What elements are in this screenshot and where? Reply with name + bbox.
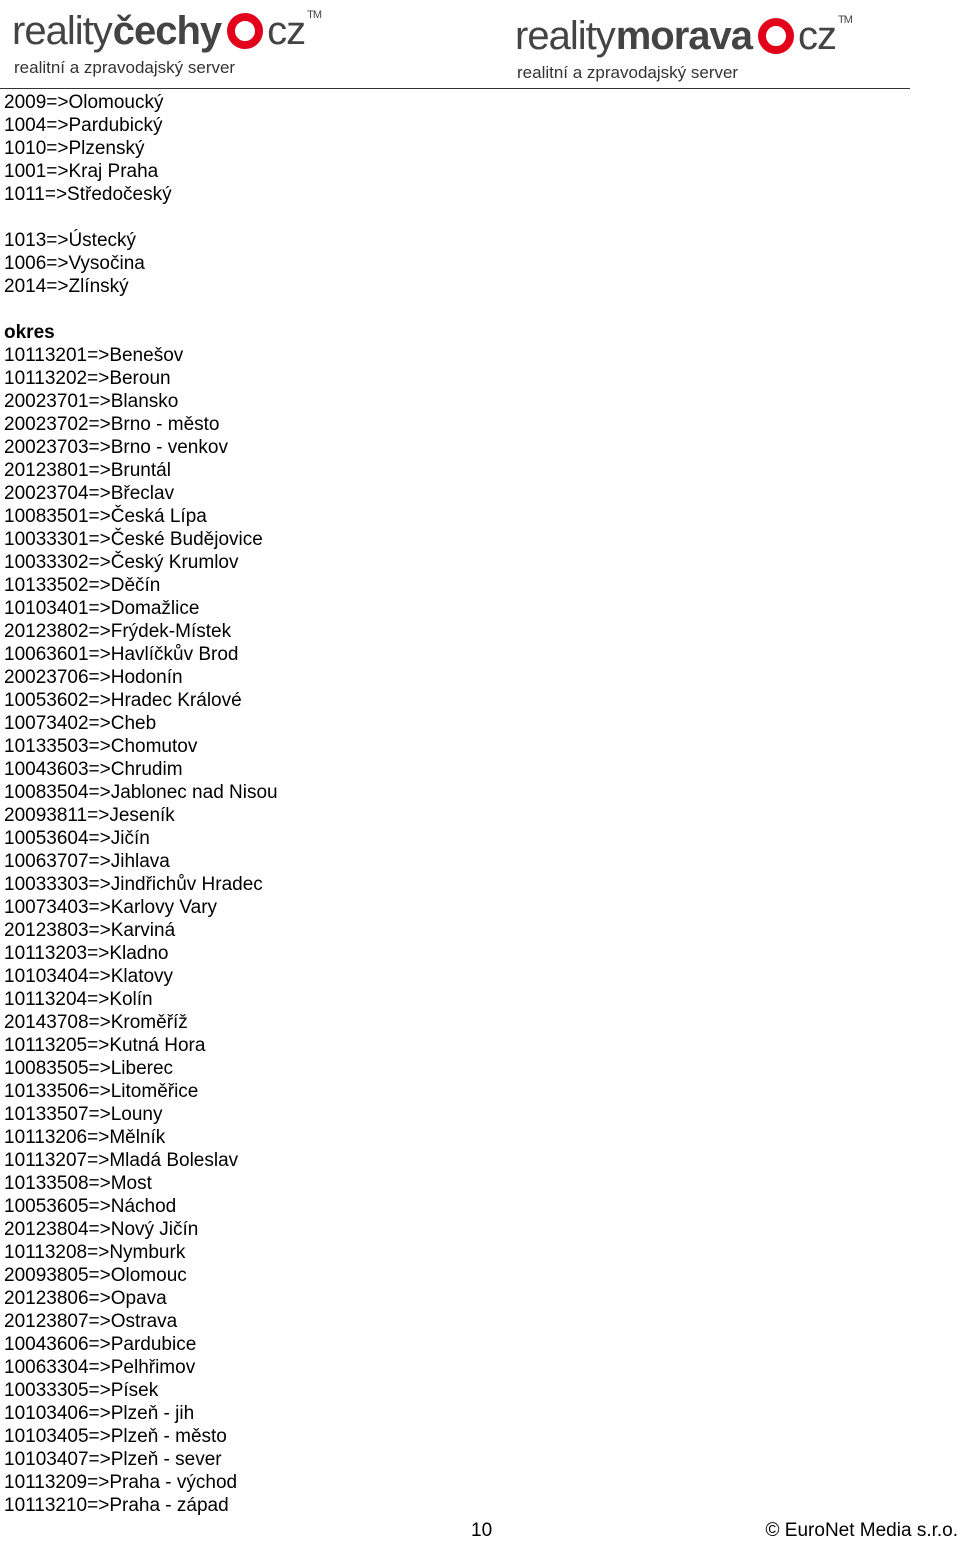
list-item: 10063304=>Pelhřimov bbox=[4, 1357, 196, 1378]
header-divider bbox=[0, 88, 910, 89]
list-item: 10083505=>Liberec bbox=[4, 1058, 174, 1079]
list-item: 10133502=>Děčín bbox=[4, 575, 161, 596]
list-item: 10063707=>Jihlava bbox=[4, 851, 170, 872]
list-item: 10033302=>Český Krumlov bbox=[4, 552, 239, 573]
list-item: 10113204=>Kolín bbox=[4, 989, 153, 1010]
list-item: 2009=>Olomoucký bbox=[4, 92, 164, 113]
list-item: 20123801=>Bruntál bbox=[4, 460, 171, 481]
list-item: 10103406=>Plzeň - jih bbox=[4, 1403, 195, 1424]
list-item: 10073402=>Cheb bbox=[4, 713, 157, 734]
logo-suffix: cz bbox=[267, 9, 306, 53]
list-item: 10103404=>Klatovy bbox=[4, 966, 174, 987]
okres-list bbox=[4, 344, 904, 1517]
list-item: 1004=>Pardubický bbox=[4, 115, 163, 136]
list-item: 10053605=>Náchod bbox=[4, 1196, 177, 1217]
list-item: 10113209=>Praha - východ bbox=[4, 1472, 238, 1493]
list-item: 10073403=>Karlovy Vary bbox=[4, 897, 218, 918]
list-item: 10053604=>Jičín bbox=[4, 828, 150, 849]
list-item: 20023702=>Brno - město bbox=[4, 414, 220, 435]
blank-line bbox=[4, 206, 904, 229]
logo-word-light: reality bbox=[515, 14, 615, 58]
list-item: 10113206=>Mělník bbox=[4, 1127, 166, 1148]
kraj-list bbox=[4, 91, 904, 206]
list-item: 10133506=>Litoměřice bbox=[4, 1081, 199, 1102]
list-item: 10133508=>Most bbox=[4, 1173, 152, 1194]
blank-line bbox=[4, 298, 904, 321]
list-item: 20023701=>Blansko bbox=[4, 391, 179, 412]
logo-tm: TM bbox=[307, 9, 322, 21]
list-item: 20023703=>Brno - venkov bbox=[4, 437, 228, 458]
list-item: 10113202=>Beroun bbox=[4, 368, 171, 389]
list-item: 10113208=>Nymburk bbox=[4, 1242, 186, 1263]
page-footer bbox=[0, 1520, 960, 1540]
list-item: 20123803=>Karviná bbox=[4, 920, 176, 941]
list-item: 20093805=>Olomouc bbox=[4, 1265, 187, 1286]
list-item: 1010=>Plzenský bbox=[4, 138, 145, 159]
list-item: 20123807=>Ostrava bbox=[4, 1311, 178, 1332]
logo-suffix: cz bbox=[798, 14, 837, 58]
list-item: 2014=>Zlínský bbox=[4, 276, 129, 297]
list-item: 10063601=>Havlíčkův Brod bbox=[4, 644, 239, 665]
list-item: 10033301=>České Budějovice bbox=[4, 529, 263, 550]
logo-ring-icon bbox=[758, 18, 794, 54]
page-header bbox=[0, 0, 960, 92]
page-number: 10 bbox=[471, 1520, 493, 1541]
list-item: 10033305=>Písek bbox=[4, 1380, 159, 1401]
copyright-text: © EuroNet Media s.r.o. bbox=[765, 1520, 958, 1541]
list-item: 10113205=>Kutná Hora bbox=[4, 1035, 206, 1056]
list-item: 10103401=>Domažlice bbox=[4, 598, 200, 619]
realitycechy-logo bbox=[12, 8, 321, 78]
logo-word-light: reality bbox=[12, 9, 112, 53]
logo-word-bold: čechy bbox=[112, 9, 222, 53]
list-item: 20123804=>Nový Jičín bbox=[4, 1219, 199, 1240]
list-item: 10103407=>Plzeň - sever bbox=[4, 1449, 222, 1470]
list-item: 10113203=>Kladno bbox=[4, 943, 169, 964]
list-item: 10113210=>Praha - západ bbox=[4, 1495, 229, 1516]
document-body bbox=[4, 91, 904, 1517]
logo-tm: TM bbox=[838, 14, 852, 26]
okres-heading: okres bbox=[4, 322, 55, 343]
list-item: 10133503=>Chomutov bbox=[4, 736, 198, 757]
list-item: 20123802=>Frýdek-Místek bbox=[4, 621, 232, 642]
list-item: 10053602=>Hradec Králové bbox=[4, 690, 242, 711]
list-item: 10103405=>Plzeň - město bbox=[4, 1426, 227, 1447]
list-item: 1006=>Vysočina bbox=[4, 253, 145, 274]
kraj-list bbox=[4, 229, 904, 298]
list-item: 20093811=>Jeseník bbox=[4, 805, 175, 826]
logo-word-bold: morava bbox=[615, 14, 753, 58]
list-item: 10083504=>Jablonec nad Nisou bbox=[4, 782, 278, 803]
list-item: 10043606=>Pardubice bbox=[4, 1334, 197, 1355]
list-item: 10133507=>Louny bbox=[4, 1104, 163, 1125]
list-item: 20023706=>Hodonín bbox=[4, 667, 183, 688]
logo-ring-icon bbox=[227, 13, 263, 49]
list-item: 20123806=>Opava bbox=[4, 1288, 167, 1309]
list-item: 10043603=>Chrudim bbox=[4, 759, 183, 780]
list-item: 10113207=>Mladá Boleslav bbox=[4, 1150, 239, 1171]
logo-tagline: realitní a zpravodajský server bbox=[14, 58, 236, 77]
list-item: 20143708=>Kroměříž bbox=[4, 1012, 188, 1033]
list-item: 20023704=>Břeclav bbox=[4, 483, 175, 504]
realitymorava-logo bbox=[515, 13, 852, 83]
list-item: 10033303=>Jindřichův Hradec bbox=[4, 874, 263, 895]
list-item: 10113201=>Benešov bbox=[4, 345, 184, 366]
list-item: 1013=>Ústecký bbox=[4, 230, 137, 251]
list-item: 1001=>Kraj Praha bbox=[4, 161, 159, 182]
list-item: 10083501=>Česká Lípa bbox=[4, 506, 207, 527]
list-item: 1011=>Středočeský bbox=[4, 184, 172, 205]
logo-tagline: realitní a zpravodajský server bbox=[517, 63, 739, 82]
